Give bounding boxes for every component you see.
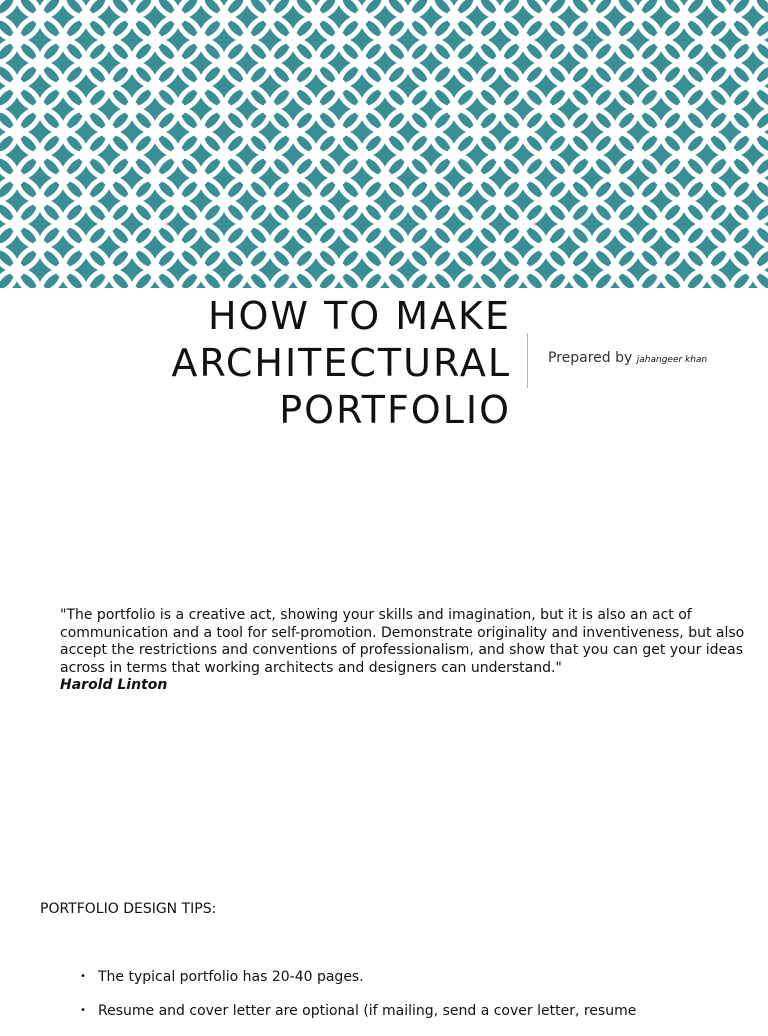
bullet-icon: • bbox=[80, 971, 86, 982]
prepared-by-label: Prepared by bbox=[548, 350, 633, 366]
slide-title bbox=[100, 293, 511, 434]
bullet-icon: • bbox=[80, 1005, 86, 1016]
tip-text: Resume and cover letter are optional (if mailing, send a cover letter, resume bbox=[98, 1003, 637, 1019]
title-divider bbox=[527, 333, 528, 388]
tip-text: The typical portfolio has 20-40 pages. bbox=[98, 969, 364, 985]
list-item bbox=[80, 968, 760, 986]
prepared-by bbox=[548, 350, 707, 366]
decorative-pattern-banner bbox=[0, 0, 768, 288]
title-line-3: PORTFOLIO bbox=[279, 388, 511, 432]
tips-list bbox=[80, 968, 760, 1036]
author-name: jahangeer khan bbox=[636, 355, 708, 365]
section-heading: PORTFOLIO DESIGN TIPS: bbox=[40, 901, 217, 917]
quote-text: "The portfolio is a creative act, showing your skills and imagination, but it is also an act of communication and a tool for self-promotion. Demonstrate originality and inventiveness, but also accept the restrictions and conventions of professionalism, and show that you can get your ideas across in terms that working architects and designers can understand." bbox=[60, 607, 745, 676]
quote-author: Harold Linton bbox=[60, 677, 168, 693]
title-line-1: HOW TO MAKE bbox=[207, 294, 511, 338]
list-item bbox=[80, 1002, 760, 1020]
title-line-2: ARCHITECTURAL bbox=[171, 341, 511, 385]
